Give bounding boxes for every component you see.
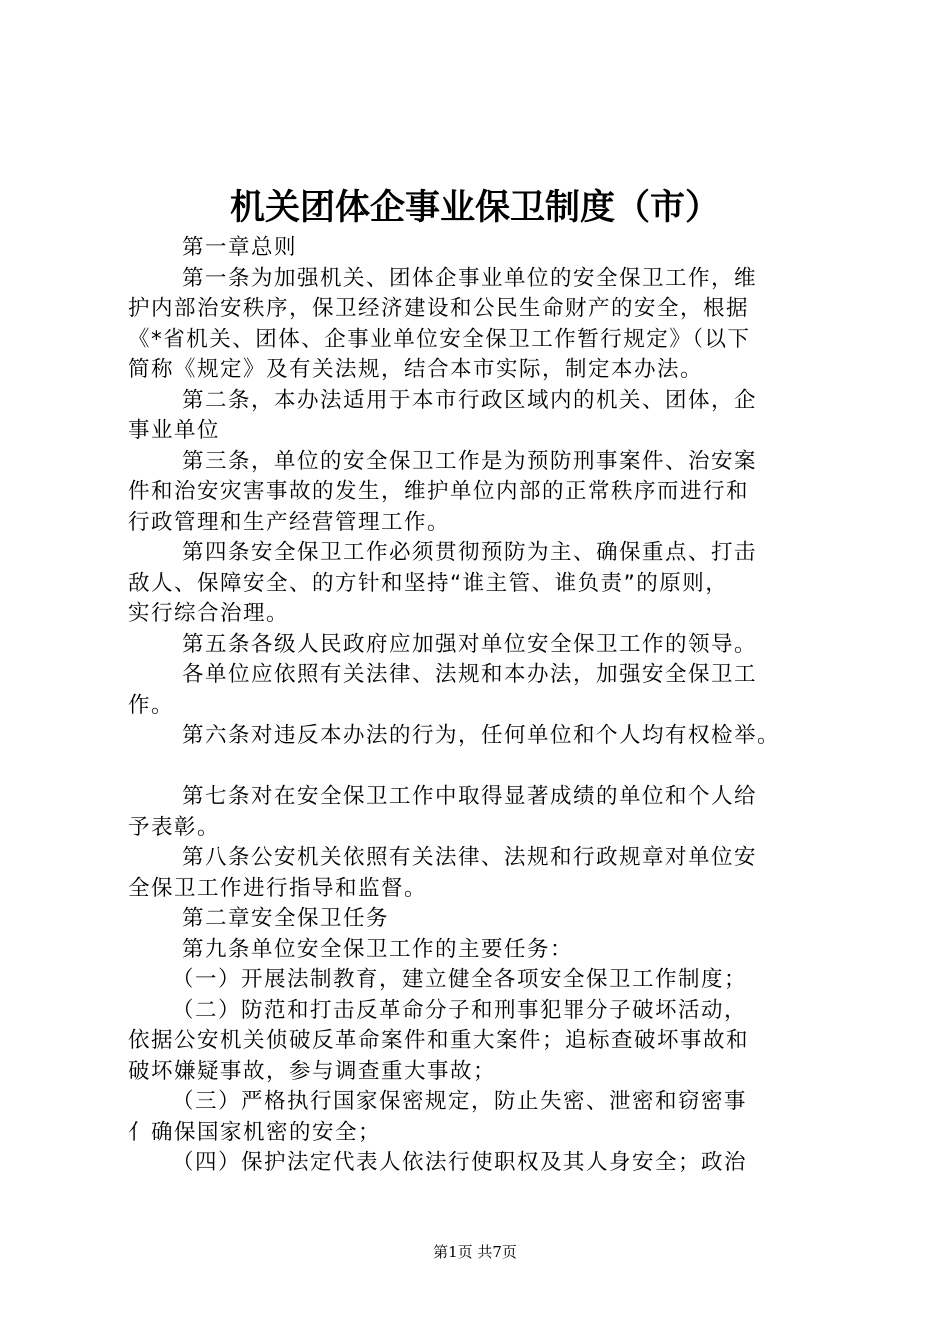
document-body bbox=[128, 233, 848, 1179]
text-line: 作。 bbox=[128, 692, 175, 718]
text-line: 简称《规定》及有关法规，结合本市实际，制定本办法。 bbox=[128, 357, 704, 382]
text-line: （三）严格执行国家保密规定，防止失密、泄密和窃密事 bbox=[172, 1089, 748, 1114]
text-line: 依据公安机关侦破反革命案件和重大案件；追标查破坏事故和 bbox=[128, 1028, 750, 1053]
text-line: 各单位应依照有关法律、法规和本办法，加强安全保卫工 bbox=[182, 662, 758, 687]
text-line: （二）防范和打击反革命分子和刑事犯罪分子破坏活动， bbox=[172, 997, 748, 1023]
page-title: 机关团体企事业保卫制度（市） bbox=[229, 187, 720, 228]
text-line: 第三条，单位的安全保卫工作是为预防刑事案件、治安案 bbox=[182, 448, 758, 474]
text-line: 第八条公安机关依照有关法律、法规和行政规章对单位安 bbox=[182, 845, 758, 870]
text-line: （一）开展法制教育，建立健全各项安全保卫工作制度； bbox=[172, 967, 748, 992]
text-line: 敌人、保障安全、的方针和坚持“谁主管、谁负责”的原则， bbox=[128, 570, 729, 596]
text-line: 第九条单位安全保卫工作的主要任务： bbox=[182, 936, 574, 962]
text-line: 行政管理和生产经营管理工作。 bbox=[128, 509, 451, 535]
text-line: 第一条为加强机关、团体企事业单位的安全保卫工作，维 bbox=[182, 265, 758, 291]
text-line: 第六条对违反本办法的行为，任何单位和个人均有权检举。 bbox=[182, 723, 781, 748]
text-line: 件和治安灾害事故的发生，维护单位内部的正常秩序而进行和 bbox=[128, 479, 750, 504]
page-footer: 第1页 共7页 bbox=[433, 1243, 517, 1261]
text-line: 护内部治安秩序，保卫经济建设和公民生命财产的安全，根据 bbox=[128, 296, 750, 321]
text-line: 《*省机关、团体、企事业单位安全保卫工作暂行规定》（以下 bbox=[128, 326, 751, 352]
text-line: 破坏嫌疑事故，参与调查重大事故； bbox=[128, 1058, 497, 1084]
text-line: 实行综合治理。 bbox=[128, 601, 290, 626]
text-line: 亻确保国家机密的安全； bbox=[128, 1119, 382, 1145]
text-line: 第五条各级人民政府应加强对单位安全保卫工作的领导。 bbox=[182, 631, 758, 657]
text-line: 第二章安全保卫任务 bbox=[182, 906, 390, 931]
text-line: （四）保护法定代表人依法行使职权及其人身安全；政治 bbox=[172, 1150, 748, 1175]
text-line: 事业单位 bbox=[128, 418, 221, 443]
text-line: 第一章总则 bbox=[182, 235, 298, 260]
text-line: 予表彰。 bbox=[128, 814, 221, 840]
text-line: 全保卫工作进行指导和监督。 bbox=[128, 875, 428, 901]
blank-line bbox=[128, 752, 848, 783]
text-line: 第二条，本办法适用于本市行政区域内的机关、团体，企 bbox=[182, 387, 758, 413]
text-line: 第七条对在安全保卫工作中取得显著成绩的单位和个人给 bbox=[182, 784, 758, 809]
text-line: 第四条安全保卫工作必须贯彻预防为主、确保重点、打击 bbox=[182, 540, 758, 565]
